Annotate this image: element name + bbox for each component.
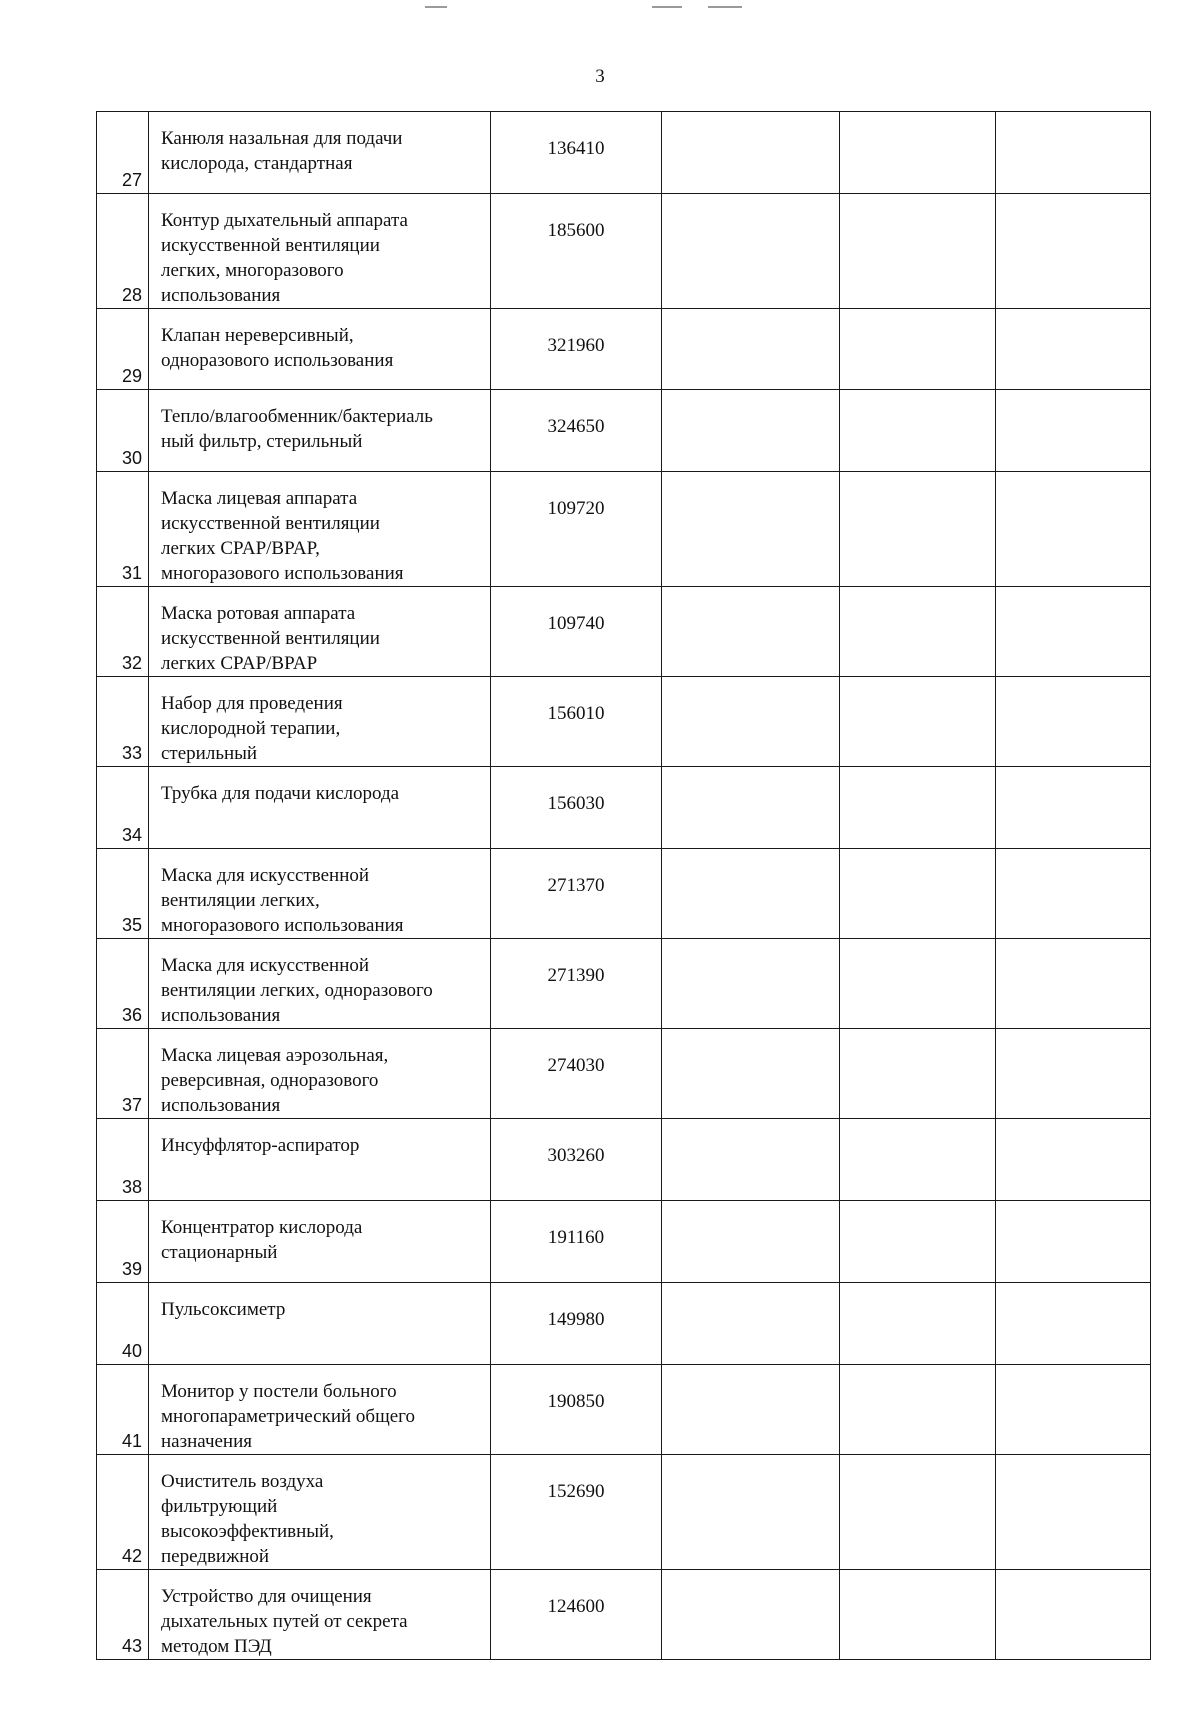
item-code: 156010 [491, 677, 662, 767]
item-code: 152690 [491, 1455, 662, 1570]
empty-cell [662, 1455, 840, 1570]
item-name: Маска лицевая аппарата искусственной вентиляции легких CPAP/BPAP, многоразового использования [149, 472, 491, 587]
empty-cell [996, 472, 1151, 587]
item-code: 109720 [491, 472, 662, 587]
row-number: 29 [97, 309, 149, 390]
row-number: 37 [97, 1029, 149, 1119]
empty-cell [996, 849, 1151, 939]
table-row [97, 849, 1151, 939]
item-name: Контур дыхательный аппарата искусственной вентиляции легких, многоразового использования [149, 194, 491, 309]
row-number: 28 [97, 194, 149, 309]
empty-cell [840, 194, 996, 309]
item-name: Устройство для очищения дыхательных путей от секрета методом ПЭД [149, 1570, 491, 1660]
table-row [97, 1201, 1151, 1283]
empty-cell [996, 112, 1151, 194]
table-body [97, 112, 1151, 1660]
item-code: 136410 [491, 112, 662, 194]
scan-mark [652, 6, 682, 8]
empty-cell [662, 390, 840, 472]
scan-mark [425, 6, 447, 8]
empty-cell [840, 587, 996, 677]
equipment-table [96, 111, 1151, 1660]
empty-cell [996, 1283, 1151, 1365]
empty-cell [840, 767, 996, 849]
row-number: 43 [97, 1570, 149, 1660]
item-code: 191160 [491, 1201, 662, 1283]
empty-cell [840, 390, 996, 472]
table-row [97, 1119, 1151, 1201]
table-row [97, 390, 1151, 472]
item-name: Маска ротовая аппарата искусственной вентиляции легких CPAP/BPAP [149, 587, 491, 677]
item-name: Очиститель воздуха фильтрующий высокоэффективный, передвижной [149, 1455, 491, 1570]
item-name: Маска для искусственной вентиляции легких, многоразового использования [149, 849, 491, 939]
row-number: 36 [97, 939, 149, 1029]
item-code: 156030 [491, 767, 662, 849]
item-code: 321960 [491, 309, 662, 390]
row-number: 41 [97, 1365, 149, 1455]
empty-cell [840, 1201, 996, 1283]
item-name: Тепло/влагообменник/бактериаль ный фильтр, стерильный [149, 390, 491, 472]
empty-cell [996, 677, 1151, 767]
empty-cell [996, 1119, 1151, 1201]
table-row [97, 1029, 1151, 1119]
empty-cell [840, 677, 996, 767]
row-number: 33 [97, 677, 149, 767]
row-number: 38 [97, 1119, 149, 1201]
table-row [97, 309, 1151, 390]
empty-cell [996, 1365, 1151, 1455]
item-code: 109740 [491, 587, 662, 677]
row-number: 32 [97, 587, 149, 677]
empty-cell [996, 1455, 1151, 1570]
empty-cell [662, 849, 840, 939]
table-row [97, 767, 1151, 849]
empty-cell [996, 767, 1151, 849]
empty-cell [996, 1201, 1151, 1283]
item-name: Инсуффлятор-аспиратор [149, 1119, 491, 1201]
item-name: Набор для проведения кислородной терапии, стерильный [149, 677, 491, 767]
empty-cell [662, 194, 840, 309]
item-code: 303260 [491, 1119, 662, 1201]
empty-cell [662, 1119, 840, 1201]
table-row [97, 194, 1151, 309]
item-code: 190850 [491, 1365, 662, 1455]
empty-cell [662, 472, 840, 587]
row-number: 34 [97, 767, 149, 849]
item-code: 271370 [491, 849, 662, 939]
empty-cell [996, 1029, 1151, 1119]
table-row [97, 1455, 1151, 1570]
empty-cell [996, 194, 1151, 309]
empty-cell [840, 849, 996, 939]
empty-cell [996, 939, 1151, 1029]
table-row [97, 112, 1151, 194]
row-number: 27 [97, 112, 149, 194]
page-number: 3 [595, 66, 605, 87]
empty-cell [996, 390, 1151, 472]
table-row [97, 587, 1151, 677]
scan-mark [708, 6, 742, 8]
empty-cell [840, 939, 996, 1029]
empty-cell [840, 1283, 996, 1365]
table-row [97, 677, 1151, 767]
item-code: 185600 [491, 194, 662, 309]
empty-cell [662, 112, 840, 194]
empty-cell [662, 1283, 840, 1365]
empty-cell [662, 1365, 840, 1455]
empty-cell [662, 939, 840, 1029]
table-row [97, 939, 1151, 1029]
item-code: 124600 [491, 1570, 662, 1660]
item-name: Концентратор кислорода стационарный [149, 1201, 491, 1283]
empty-cell [996, 309, 1151, 390]
empty-cell [840, 1029, 996, 1119]
empty-cell [662, 309, 840, 390]
item-name: Маска лицевая аэрозольная, реверсивная, одноразового использования [149, 1029, 491, 1119]
item-name: Клапан нереверсивный, одноразового использования [149, 309, 491, 390]
empty-cell [840, 1570, 996, 1660]
item-code: 274030 [491, 1029, 662, 1119]
empty-cell [840, 309, 996, 390]
row-number: 39 [97, 1201, 149, 1283]
empty-cell [662, 767, 840, 849]
empty-cell [662, 1570, 840, 1660]
table-row [97, 1570, 1151, 1660]
item-name: Канюля назальная для подачи кислорода, стандартная [149, 112, 491, 194]
empty-cell [840, 1455, 996, 1570]
item-code: 149980 [491, 1283, 662, 1365]
row-number: 40 [97, 1283, 149, 1365]
empty-cell [996, 587, 1151, 677]
table-row [97, 1283, 1151, 1365]
table-row [97, 472, 1151, 587]
empty-cell [840, 1119, 996, 1201]
item-code: 324650 [491, 390, 662, 472]
empty-cell [996, 1570, 1151, 1660]
item-name: Пульсоксиметр [149, 1283, 491, 1365]
row-number: 31 [97, 472, 149, 587]
empty-cell [840, 472, 996, 587]
empty-cell [840, 112, 996, 194]
item-name: Монитор у постели больного многопараметрический общего назначения [149, 1365, 491, 1455]
table-row [97, 1365, 1151, 1455]
item-name: Маска для искусственной вентиляции легких, одноразового использования [149, 939, 491, 1029]
row-number: 30 [97, 390, 149, 472]
empty-cell [662, 1029, 840, 1119]
row-number: 42 [97, 1455, 149, 1570]
empty-cell [662, 1201, 840, 1283]
empty-cell [662, 587, 840, 677]
item-name: Трубка для подачи кислорода [149, 767, 491, 849]
item-code: 271390 [491, 939, 662, 1029]
empty-cell [662, 677, 840, 767]
row-number: 35 [97, 849, 149, 939]
empty-cell [840, 1365, 996, 1455]
